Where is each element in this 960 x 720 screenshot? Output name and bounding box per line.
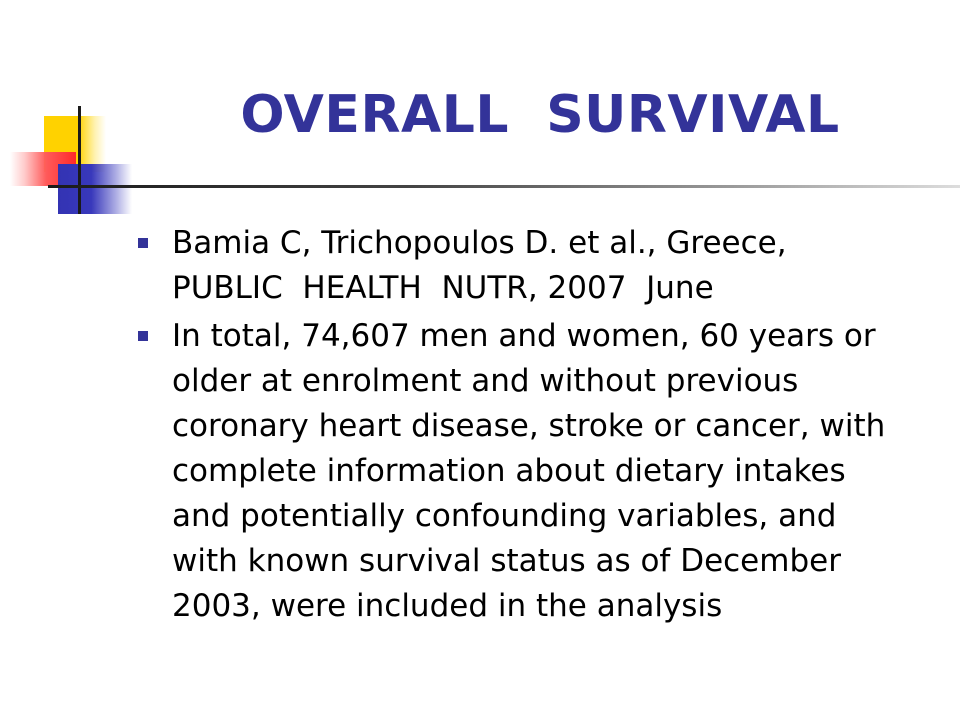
title-underline-rule — [48, 185, 960, 188]
bullet-text-line: Bamia C, Trichopoulos D. et al., Greece, — [172, 225, 787, 261]
bullet-text-line: and potentially confounding variables, and — [172, 498, 837, 534]
bullet-text-line: with known survival status as of December — [172, 543, 841, 579]
bullet-text-line: In total, 74,607 men and women, 60 years or — [172, 318, 876, 354]
bullet-list — [136, 221, 936, 632]
bullet-item-study-population — [136, 314, 936, 629]
bullet-text-line: complete information about dietary intakes — [172, 453, 846, 489]
bullet-square-icon — [138, 331, 148, 341]
slide-title: OVERALL SURVIVAL — [240, 85, 840, 145]
bullet-text-line: PUBLIC HEALTH NUTR, 2007 June — [172, 270, 714, 306]
decoration-vertical-line — [78, 106, 81, 214]
bullet-item-citation — [136, 221, 936, 311]
decoration-blue-square — [58, 164, 132, 214]
bullet-text-line: 2003, were included in the analysis — [172, 588, 723, 624]
bullet-text-line: older at enrolment and without previous — [172, 363, 799, 399]
bullet-text-line: coronary heart disease, stroke or cancer, with — [172, 408, 886, 444]
bullet-square-icon — [138, 238, 148, 248]
